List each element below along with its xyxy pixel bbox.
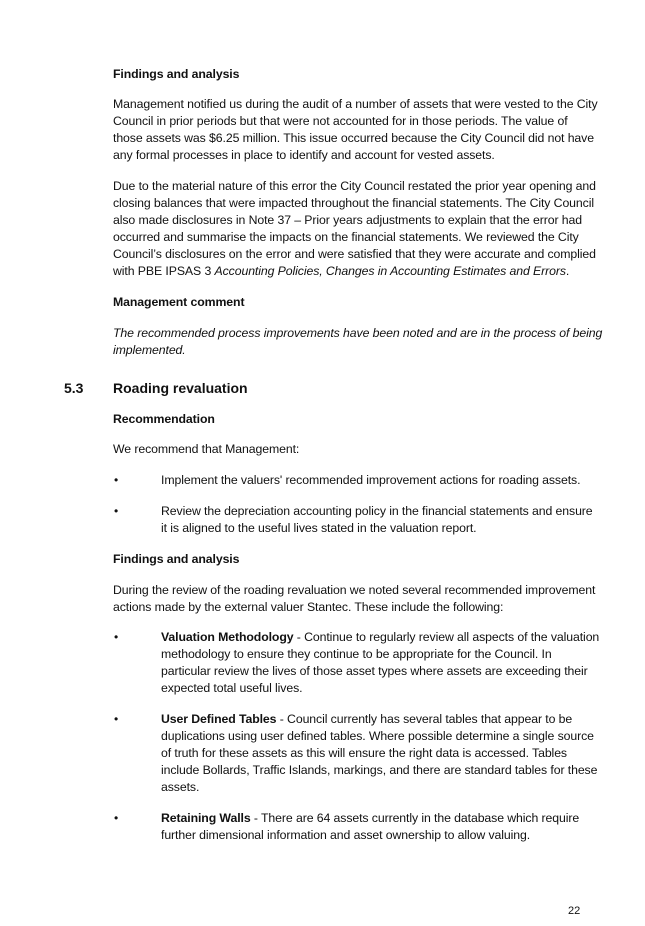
page-number: 22: [568, 905, 581, 917]
text-line: any formal processes in place to identify and account for vested assets.: [113, 148, 495, 162]
finding-item-retaining-walls: [161, 810, 579, 844]
bullet-icon: •: [114, 504, 119, 518]
management-comment-text: [113, 325, 602, 359]
finding-title: User Defined Tables: [161, 712, 277, 726]
period: .: [565, 264, 570, 278]
text-line: further dimensional information and asset ownership to allow valuing.: [161, 828, 531, 842]
text-line: it is aligned to the useful lives stated in the valuation report.: [161, 521, 477, 535]
findings-intro: [113, 582, 595, 616]
section-title: Roading revaluation: [113, 380, 248, 396]
text-line: also made disclosures in Note 37 – Prior years adjustments to explain that the error had: [113, 213, 582, 227]
finding-title: Retaining Walls: [161, 811, 251, 825]
text-line: The recommended process improvements have been noted and are in the process of being: [113, 326, 603, 340]
text-line: occurred and summarise the impacts on the financial statements. We reviewed the City: [113, 230, 579, 244]
text-line: implemented.: [113, 343, 186, 357]
text-line: Management notified us during the audit of a number of assets that were vested to the City: [113, 97, 598, 111]
text-line: particular review the lives of those asset types where assets are exceeding their: [161, 664, 588, 678]
text-line: Review the depreciation accounting policy in the financial statements and ensure: [161, 504, 593, 518]
recommendation-heading: Recommendation: [113, 412, 215, 426]
text-line: methodology to ensure they continue to be appropriate for the Council. In: [161, 647, 552, 661]
findings-paragraph-1: [113, 96, 598, 164]
recommendation-item: [161, 503, 593, 537]
text-line: of truth for these assets as this will ensure the right data is accessed. Tables: [161, 746, 567, 760]
text-line: duplications using user defined tables. Where possible determine a single source: [161, 729, 594, 743]
findings-paragraph-2: [113, 178, 596, 280]
text-line: include Bollards, Traffic Islands, markings, and there are standard tables for these: [161, 763, 598, 777]
standard-title: Accounting Policies, Changes in Accounting Estimates and Errors: [214, 264, 566, 278]
finding-item-valuation-methodology: [161, 629, 599, 697]
text-line: closing balances that were impacted throughout the financial statements. The City Council: [113, 196, 594, 210]
finding-text: - There are 64 assets currently in the database which require: [250, 811, 580, 825]
text-line: Council’s disclosures on the error and were satisfied that they were accurate and complied: [113, 247, 596, 261]
text-line: [161, 810, 579, 827]
standard-reference: with PBE IPSAS 3: [113, 264, 215, 278]
section-number: 5.3: [64, 380, 84, 396]
finding-item-user-defined-tables: [161, 711, 597, 796]
bullet-icon: •: [114, 712, 119, 726]
bullet-icon: •: [114, 630, 119, 644]
recommendation-item: [161, 472, 580, 489]
text-line: those assets was $6.25 million. This issue occurred because the City Council did not have: [113, 131, 594, 145]
findings-heading-5-3: Findings and analysis: [113, 552, 240, 566]
text-line: assets.: [161, 780, 200, 794]
text-line: expected total useful lives.: [161, 681, 303, 695]
recommendation-intro: We recommend that Management:: [113, 442, 300, 456]
text-line: Due to the material nature of this error the City Council restated the prior year opening and: [113, 179, 596, 193]
finding-text: - Continue to regularly review all aspects of the valuation: [293, 630, 600, 644]
finding-text: - Council currently has several tables that appear to be: [276, 712, 573, 726]
management-comment-heading: Management comment: [113, 295, 245, 309]
findings-heading: Findings and analysis: [113, 67, 240, 81]
text-line: actions made by the external valuer Stantec. These include the following:: [113, 600, 504, 614]
text-line: During the review of the roading revaluation we noted several recommended improvement: [113, 583, 596, 597]
text-line: Council in prior periods but that were not accounted for in those periods. The value of: [113, 114, 568, 128]
bullet-icon: •: [114, 473, 119, 487]
text-line: Implement the valuers' recommended improvement actions for roading assets.: [161, 473, 581, 487]
text-line: [161, 711, 597, 728]
text-line: [113, 263, 596, 280]
text-line: [161, 629, 599, 646]
finding-title: Valuation Methodology: [161, 630, 294, 644]
bullet-icon: •: [114, 811, 119, 825]
